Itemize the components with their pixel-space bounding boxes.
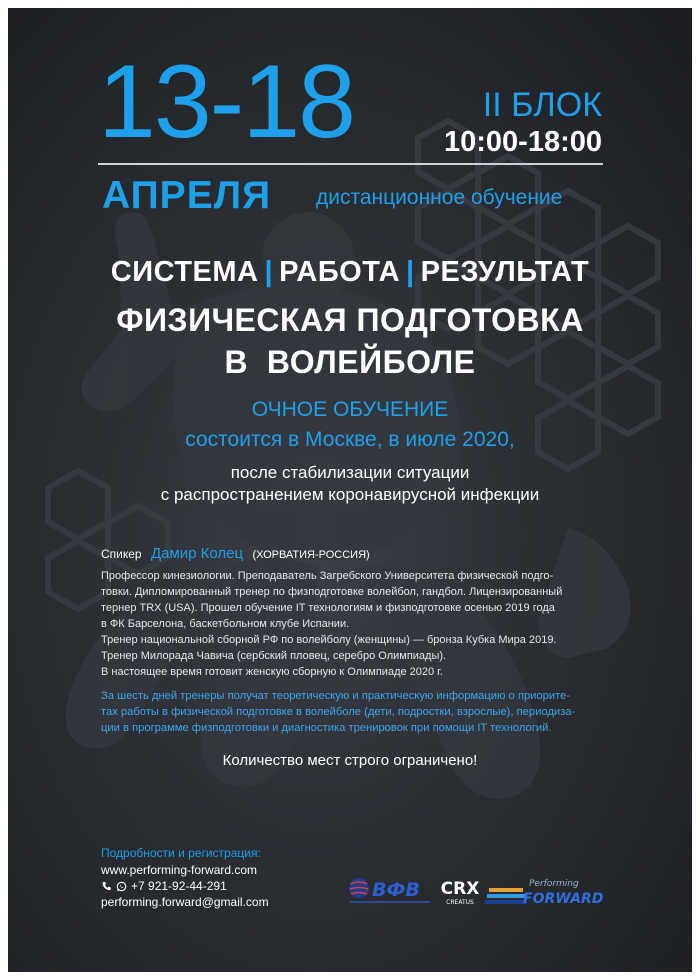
bio-line: товки. Дипломированный тренер по физподготовке волейбол, гандбол. Лицензированный <box>101 586 563 598</box>
tagline <box>8 256 692 289</box>
title-line-1: ФИЗИЧЕСКАЯ ПОДГОТОВКА <box>116 302 584 338</box>
tagline-separator: | <box>406 256 415 288</box>
bio-line: Тренер национальной сборной РФ по волейболу (женщины) — бронза Кубка Мира 2019. <box>101 634 557 646</box>
whatsapp-icon <box>116 881 127 892</box>
bio-line: тернер TRX (USA). Прошел обучение IT технологиям и физподготовке осенью 2019 года <box>101 602 555 614</box>
creatus-logo-text: CREATUS <box>446 899 474 906</box>
speaker-bio <box>101 568 611 680</box>
title-line-2: В ВОЛЕЙБОЛЕ <box>224 344 476 380</box>
limited-seats-notice: Количество мест строго ограничено! <box>222 752 478 769</box>
tagline-word-work: РАБОТА <box>279 256 401 288</box>
summary-line: тах работы в физической подготовке в волейболе (дети, подростки, взрослые), периодиза- <box>101 706 576 718</box>
speaker-label: Спикер <box>101 547 142 561</box>
inperson-note-2: с распространением коронавирусной инфекции <box>160 485 540 504</box>
creatus-logo <box>440 874 480 910</box>
website-link[interactable]: www.performing-forward.com <box>101 863 258 877</box>
pf-logo-bottom: FORWARD <box>523 891 604 907</box>
tagline-word-system: СИСТЕМА <box>110 256 259 288</box>
mode-label: дистанционное обучение <box>316 186 563 209</box>
bio-line: Тренер Милорада Чавича (сербский пловец, серебро Олимпиады). <box>101 650 447 662</box>
contacts-title: Подробности и регистрация: <box>101 846 261 860</box>
hours-label: 10:00-18:00 <box>444 126 602 158</box>
email-link[interactable]: performing.forward@gmail.com <box>101 895 269 909</box>
phone-number[interactable]: +7 921-92-44-291 <box>131 879 227 893</box>
bio-line: В настоящее время готовит женскую сборную к Олимпиаде 2020 г. <box>101 666 443 678</box>
block-label: II БЛОК <box>482 86 602 124</box>
speaker-country: (ХОРВАТИЯ-РОССИЯ) <box>252 549 370 561</box>
course-summary <box>101 688 621 736</box>
vfv-logo-text: ВФВ <box>372 879 420 901</box>
tagline-word-result: РЕЗУЛЬТАТ <box>420 256 590 288</box>
performing-forward-logo <box>485 874 605 908</box>
inperson-note-1: после стабилизации ситуации <box>230 463 470 482</box>
header-divider <box>98 163 603 165</box>
speaker-line <box>101 545 370 562</box>
pf-logo-top: Performing <box>529 879 579 889</box>
phone-icon <box>101 881 112 892</box>
summary-line: ции в программе физподготовки и диагностика тренировок при помощи IT технологий. <box>101 722 552 734</box>
month-label: АПРЕЛЯ <box>102 174 272 217</box>
summary-line: За шесть дней тренеры получат теоретическую и практическую информацию о приорите- <box>101 690 571 702</box>
poster <box>8 8 692 972</box>
date-range: 13-18 <box>98 44 354 160</box>
inperson-location: состоится в Москве, в июле 2020, <box>185 428 515 451</box>
vfv-logo <box>346 874 434 906</box>
phone-row <box>101 879 227 893</box>
tagline-separator: | <box>264 256 274 288</box>
speaker-name: Дамир Колец <box>150 545 244 562</box>
bio-line: в ФК Барселона, баскетбольном клубе Испании. <box>101 618 350 630</box>
bio-line: Профессор кинезиологии. Преподаватель Загребского Университета физической подго- <box>101 570 554 582</box>
inperson-heading: ОЧНОЕ ОБУЧЕНИЕ <box>251 398 449 421</box>
creatus-logo-mark: CRX <box>440 879 480 899</box>
